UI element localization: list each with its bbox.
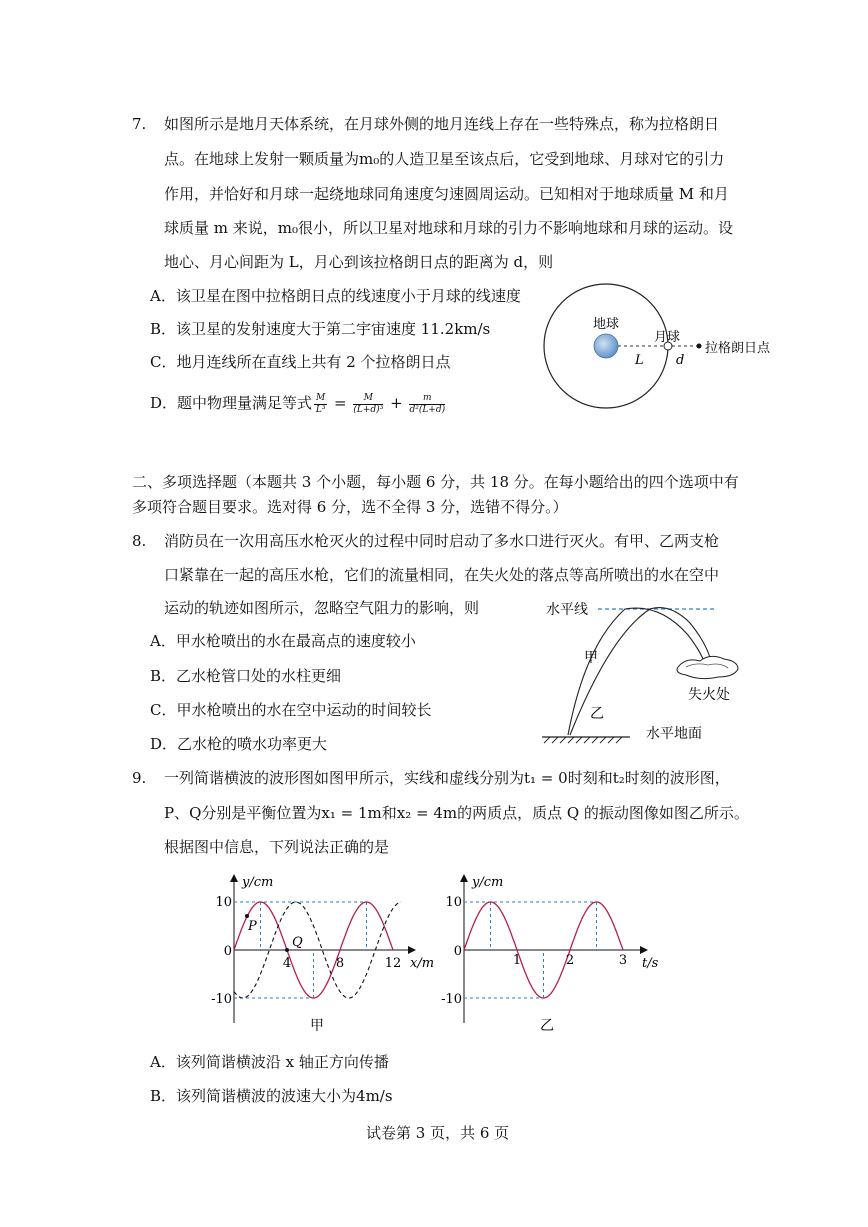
graph-jia-caption: 甲 xyxy=(310,1018,324,1034)
fraction-M-over-Ld3: $\frac{M}{\text{(L+d)³}}$ xyxy=(353,392,384,415)
t-axis-label: t/s xyxy=(642,956,659,971)
x-tick-8: 8 xyxy=(335,956,345,971)
section2-line-2: 多项符合题目要求。选对得 6 分，选不全得 3 分，选错不得分。） xyxy=(132,498,568,516)
q7-number: 7. xyxy=(132,115,147,133)
q7-option-c: C．地月连线所在直线上共有 2 个拉格朗日点 xyxy=(150,353,451,371)
t-tick-1: 1 xyxy=(512,953,522,968)
graph-yi-caption: 乙 xyxy=(540,1018,554,1034)
section2-line-1: 二、多项选择题（本题共 3 个小题，每小题 6 分，共 18 分。在每小题给出的四个选项中有 xyxy=(132,473,739,491)
q7-line-5: 地心、月心间距为 L，月心到该拉格朗日点的距离为 d，则 xyxy=(164,253,554,271)
t-tick-3: 3 xyxy=(618,953,628,968)
jia-label: 甲 xyxy=(584,650,598,666)
q8-option-d: D．乙水枪的喷水功率更大 xyxy=(150,735,328,753)
q9-option-b: B．该列简谐横波的波速大小为4m/s xyxy=(150,1087,393,1105)
fraction-m-over-d2Ld: $\frac{m}{\text{d²(L+d)}}$ xyxy=(409,392,446,415)
y-tick-10: 10 xyxy=(215,895,232,910)
Q-label: Q xyxy=(292,935,303,950)
earth-label: 地球 xyxy=(593,317,620,332)
y-tick-0: 0 xyxy=(223,944,232,959)
plus-sign: + xyxy=(390,394,403,412)
horizontal-line-label: 水平线 xyxy=(546,602,588,618)
q7-option-a: A．该卫星在图中拉格朗日点的线速度小于月球的线速度 xyxy=(150,287,521,305)
q8-line-1: 消防员在一次用高压水枪灭火的过程中同时启动了多水口进行灭火。有甲、乙两支枪 xyxy=(164,532,720,550)
earth-icon xyxy=(594,334,618,358)
q7-line-2: 点。在地球上发射一颗质量为m₀的人造卫星至该点后，它受到地球、月球对它的引力 xyxy=(164,150,725,168)
q8-option-c: C．甲水枪喷出的水在空中运动的时间较长 xyxy=(150,701,432,719)
fire-label: 失火处 xyxy=(688,687,730,703)
x-axis-label: x/m xyxy=(410,956,435,971)
q9-line-3: 根据图中信息，下列说法正确的是 xyxy=(164,838,390,856)
q8-option-b: B．乙水枪管口处的水柱更细 xyxy=(150,667,342,685)
y-tick-neg10: -10 xyxy=(211,992,232,1007)
water-jet-figure xyxy=(540,595,780,750)
x-tick-4: 4 xyxy=(282,956,292,971)
q7-line-1: 如图所示是地月天体系统，在月球外侧的地月连线上存在一些特殊点，称为拉格朗日 xyxy=(164,115,720,133)
t-tick-2: 2 xyxy=(565,953,575,968)
q9-line-1: 一列简谐横波的波形图如图甲所示，实线和虚线分别为t₁ = 0时刻和t₂时刻的波形图， xyxy=(164,769,730,787)
y-tick-10: 10 xyxy=(445,895,462,910)
wave-graph-jia xyxy=(211,868,438,1038)
moon-label: 月球 xyxy=(654,330,681,345)
x-tick-12: 12 xyxy=(384,956,402,971)
lagrange-label: 拉格朗日点 xyxy=(705,341,771,356)
point-P xyxy=(245,914,249,918)
d-label: d xyxy=(676,353,685,368)
ground-label: 水平地面 xyxy=(646,726,702,742)
yi-label: 乙 xyxy=(590,706,604,722)
y-axis-label: y/cm xyxy=(242,875,274,890)
L-label: L xyxy=(635,353,644,368)
q7-line-3: 作用，并恰好和月球一起绕地球同角速度匀速圆周运动。已知相对于地球质量 M 和月 xyxy=(164,185,729,203)
q9-option-a: A．该列简谐横波沿 x 轴正方向传播 xyxy=(150,1053,389,1071)
y-tick-0: 0 xyxy=(453,944,462,959)
vibration-graph-yi xyxy=(441,868,676,1038)
earth-moon-figure xyxy=(540,278,790,418)
ground-hatching xyxy=(544,737,622,743)
q8-option-a: A．甲水枪喷出的水在最高点的速度较小 xyxy=(150,632,416,650)
P-label: P xyxy=(248,919,257,934)
q8-number: 8. xyxy=(132,532,147,550)
y-tick-neg10: -10 xyxy=(441,992,462,1007)
fraction-M-over-L3: $\frac{M}{\text{L³}}$ xyxy=(315,392,326,415)
q8-line-2: 口紧靠在一起的高压水枪，它们的流量相同，在失火处的落点等高所喷出的水在空中 xyxy=(164,566,720,584)
q8-line-3: 运动的轨迹如图所示，忽略空气阻力的影响，则 xyxy=(164,599,480,617)
q7-line-4: 球质量 m 来说，m₀很小，所以卫星对地球和月球的引力不影响地球和月球的运动。设 xyxy=(164,219,734,237)
y-axis-label: y/cm xyxy=(472,875,504,890)
fire-icon xyxy=(677,656,738,678)
q7-option-b: B．该卫星的发射速度大于第二宇宙速度 11.2km/s xyxy=(150,320,491,338)
q9-number: 9. xyxy=(132,769,147,787)
q7-option-d-prefix: D．题中物理量满足等式 xyxy=(150,394,313,412)
lagrange-point-icon xyxy=(697,344,702,349)
equals-sign: = xyxy=(334,394,347,412)
q9-line-2: P、Q分别是平衡位置为x₁ = 1m和x₂ = 4m的两质点，质点 Q 的振动图像如图乙所示。 xyxy=(164,804,749,822)
page-footer: 试卷第 3 页，共 6 页 xyxy=(366,1124,510,1142)
q7-option-d xyxy=(150,388,447,418)
point-Q xyxy=(285,948,289,952)
